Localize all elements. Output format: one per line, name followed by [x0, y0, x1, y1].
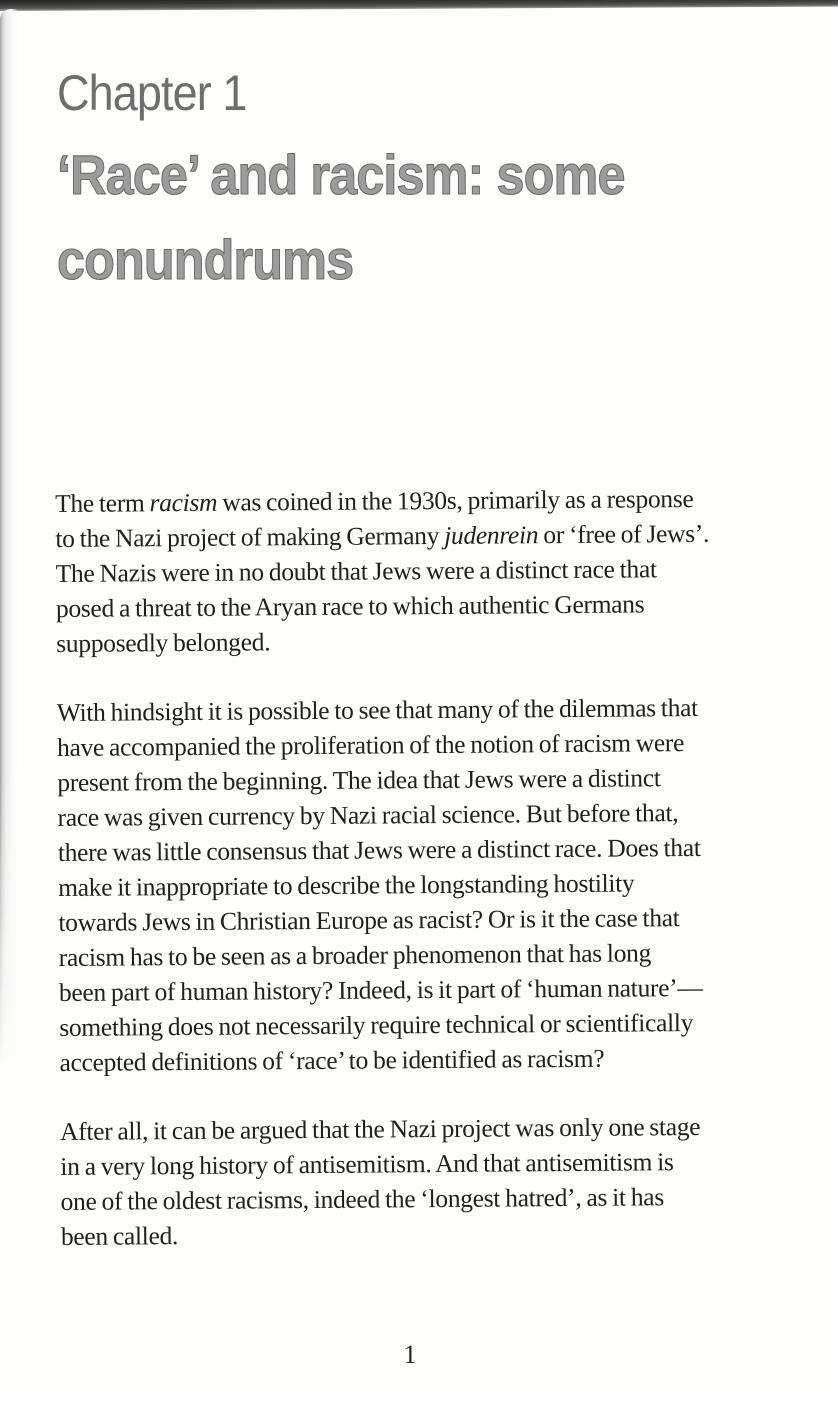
text-line: With hindsight it is possible to see that many of the dilemmas that	[56, 692, 698, 727]
paragraph	[57, 689, 800, 1080]
text-line: to the Nazi project of making Germany judenrein or ‘free of Jews’.	[55, 518, 710, 553]
text-line: race was given currency by Nazi racial science. But before that,	[57, 798, 679, 832]
text-line: The term racism was coined in the 1930s, primarily as a response	[55, 483, 694, 518]
text-line: been part of human history? Indeed, is it part of ‘human nature’—	[58, 972, 703, 1007]
scan-top-edge	[0, 0, 838, 11]
text-line: present from the beginning. The idea that Jews were a distinct	[57, 763, 661, 797]
chapter-title-line-1: ‘Race’ and racism: some	[57, 143, 625, 206]
text-line: racism has to be seen as a broader phenomenon that has long	[58, 938, 652, 972]
chapter-label: Chapter 1	[57, 65, 247, 121]
page-number: 1	[403, 1340, 417, 1369]
chapter-title	[57, 132, 625, 302]
page-edge-shadow	[0, 9, 18, 1069]
text-line: The Nazis were in no doubt that Jews were a distinct race that	[55, 554, 657, 588]
text-line: in a very long history of antisemitism. And that antisemitism is	[60, 1147, 674, 1181]
chapter-title-line-2: conundrums	[57, 228, 354, 291]
text-line: posed a threat to the Aryan race to which authentic Germans	[55, 589, 645, 623]
paragraph	[55, 480, 796, 661]
text-line: have accompanied the proliferation of the notion of racism were	[56, 728, 685, 762]
text-line: accepted definitions of ‘race’ to be identified as racism?	[59, 1043, 605, 1077]
text-line: towards Jews in Christian Europe as racist? Or is it the case that	[58, 903, 680, 937]
paragraph	[60, 1108, 801, 1254]
text-line: After all, it can be argued that the Nazi project was only one stage	[59, 1111, 701, 1146]
text-line: supposedly belonged.	[56, 627, 271, 658]
text-line: been called.	[60, 1221, 179, 1251]
body-text	[55, 480, 801, 1254]
text-line: make it inappropriate to describe the longstanding hostility	[58, 868, 635, 902]
text-line: something does not necessarily require technical or scientifically	[59, 1008, 694, 1042]
text-line: one of the oldest racisms, indeed the ‘longest hatred’, as it has	[60, 1182, 664, 1216]
text-line: there was little consensus that Jews were a distinct race. Does that	[57, 832, 701, 867]
